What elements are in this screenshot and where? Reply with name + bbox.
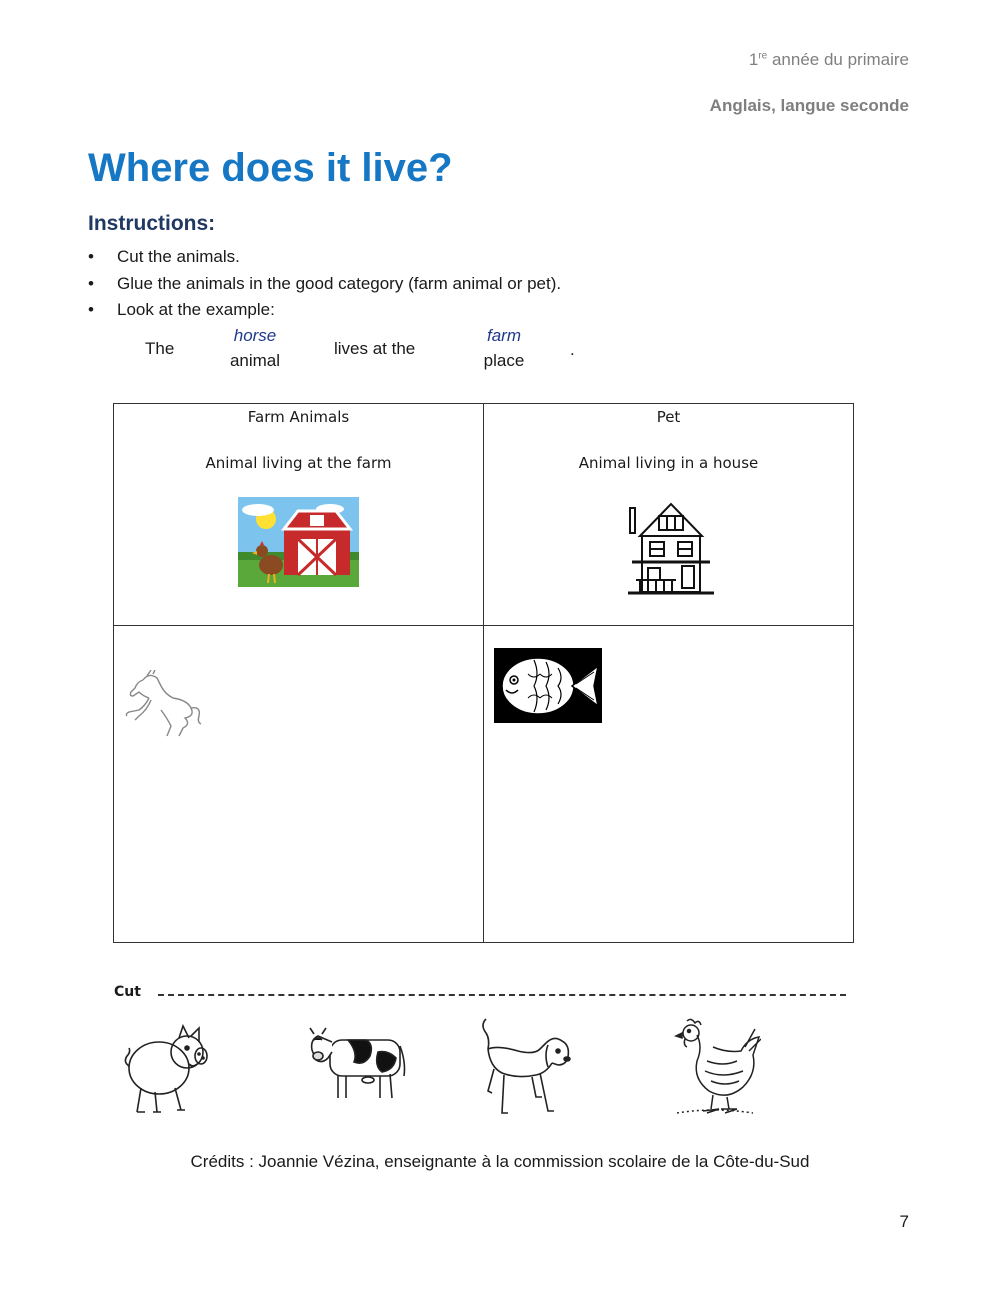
fish-icon[interactable]	[494, 648, 602, 723]
barn-icon	[238, 497, 359, 587]
subject: Anglais, langue seconde	[709, 96, 909, 115]
dog-icon[interactable]	[478, 1015, 573, 1117]
cow-icon[interactable]	[308, 1022, 408, 1102]
horse-icon[interactable]	[121, 670, 203, 738]
pet-drop-zone[interactable]	[484, 626, 854, 943]
example-lives-at: lives at the	[334, 339, 416, 358]
instruction-item: • Look at the example:	[88, 299, 561, 326]
example-animal-answer[interactable]: horse	[233, 326, 277, 345]
instruction-item: • Glue the animals in the good category (farm animal or pet).	[88, 273, 561, 300]
farm-header-cell	[114, 404, 484, 626]
pet-category-title: Pet	[656, 408, 681, 426]
sorting-table	[113, 403, 854, 943]
hen-icon[interactable]	[673, 1017, 761, 1115]
credits: Crédits : Joannie Vézina, enseignante à la commission scolaire de la Côte-du-Sud	[190, 1152, 810, 1171]
farm-category-description: Animal living at the farm	[205, 454, 392, 472]
grade-level: 1re année du primaire	[748, 50, 909, 69]
page-title: Where does it live?	[88, 146, 453, 190]
page-number: 7	[899, 1212, 909, 1231]
cut-label: Cut	[114, 984, 141, 1000]
instructions-heading: Instructions:	[88, 212, 216, 235]
pig-icon[interactable]	[123, 1022, 211, 1116]
pet-header-cell	[484, 404, 854, 626]
pet-category-description: Animal living in a house	[578, 454, 759, 472]
house-icon	[626, 500, 716, 595]
instruction-item: • Cut the animals.	[88, 246, 561, 273]
example-animal-label: animal	[229, 351, 281, 370]
example-period: .	[570, 340, 575, 359]
instructions-list	[88, 246, 561, 326]
farm-category-title: Farm Animals	[247, 408, 350, 426]
example-place-answer[interactable]: farm	[487, 326, 521, 345]
farm-drop-zone[interactable]	[114, 626, 484, 943]
example-place-label: place	[483, 351, 525, 370]
example-the: The	[145, 339, 175, 358]
cut-dashed-line	[158, 994, 846, 996]
